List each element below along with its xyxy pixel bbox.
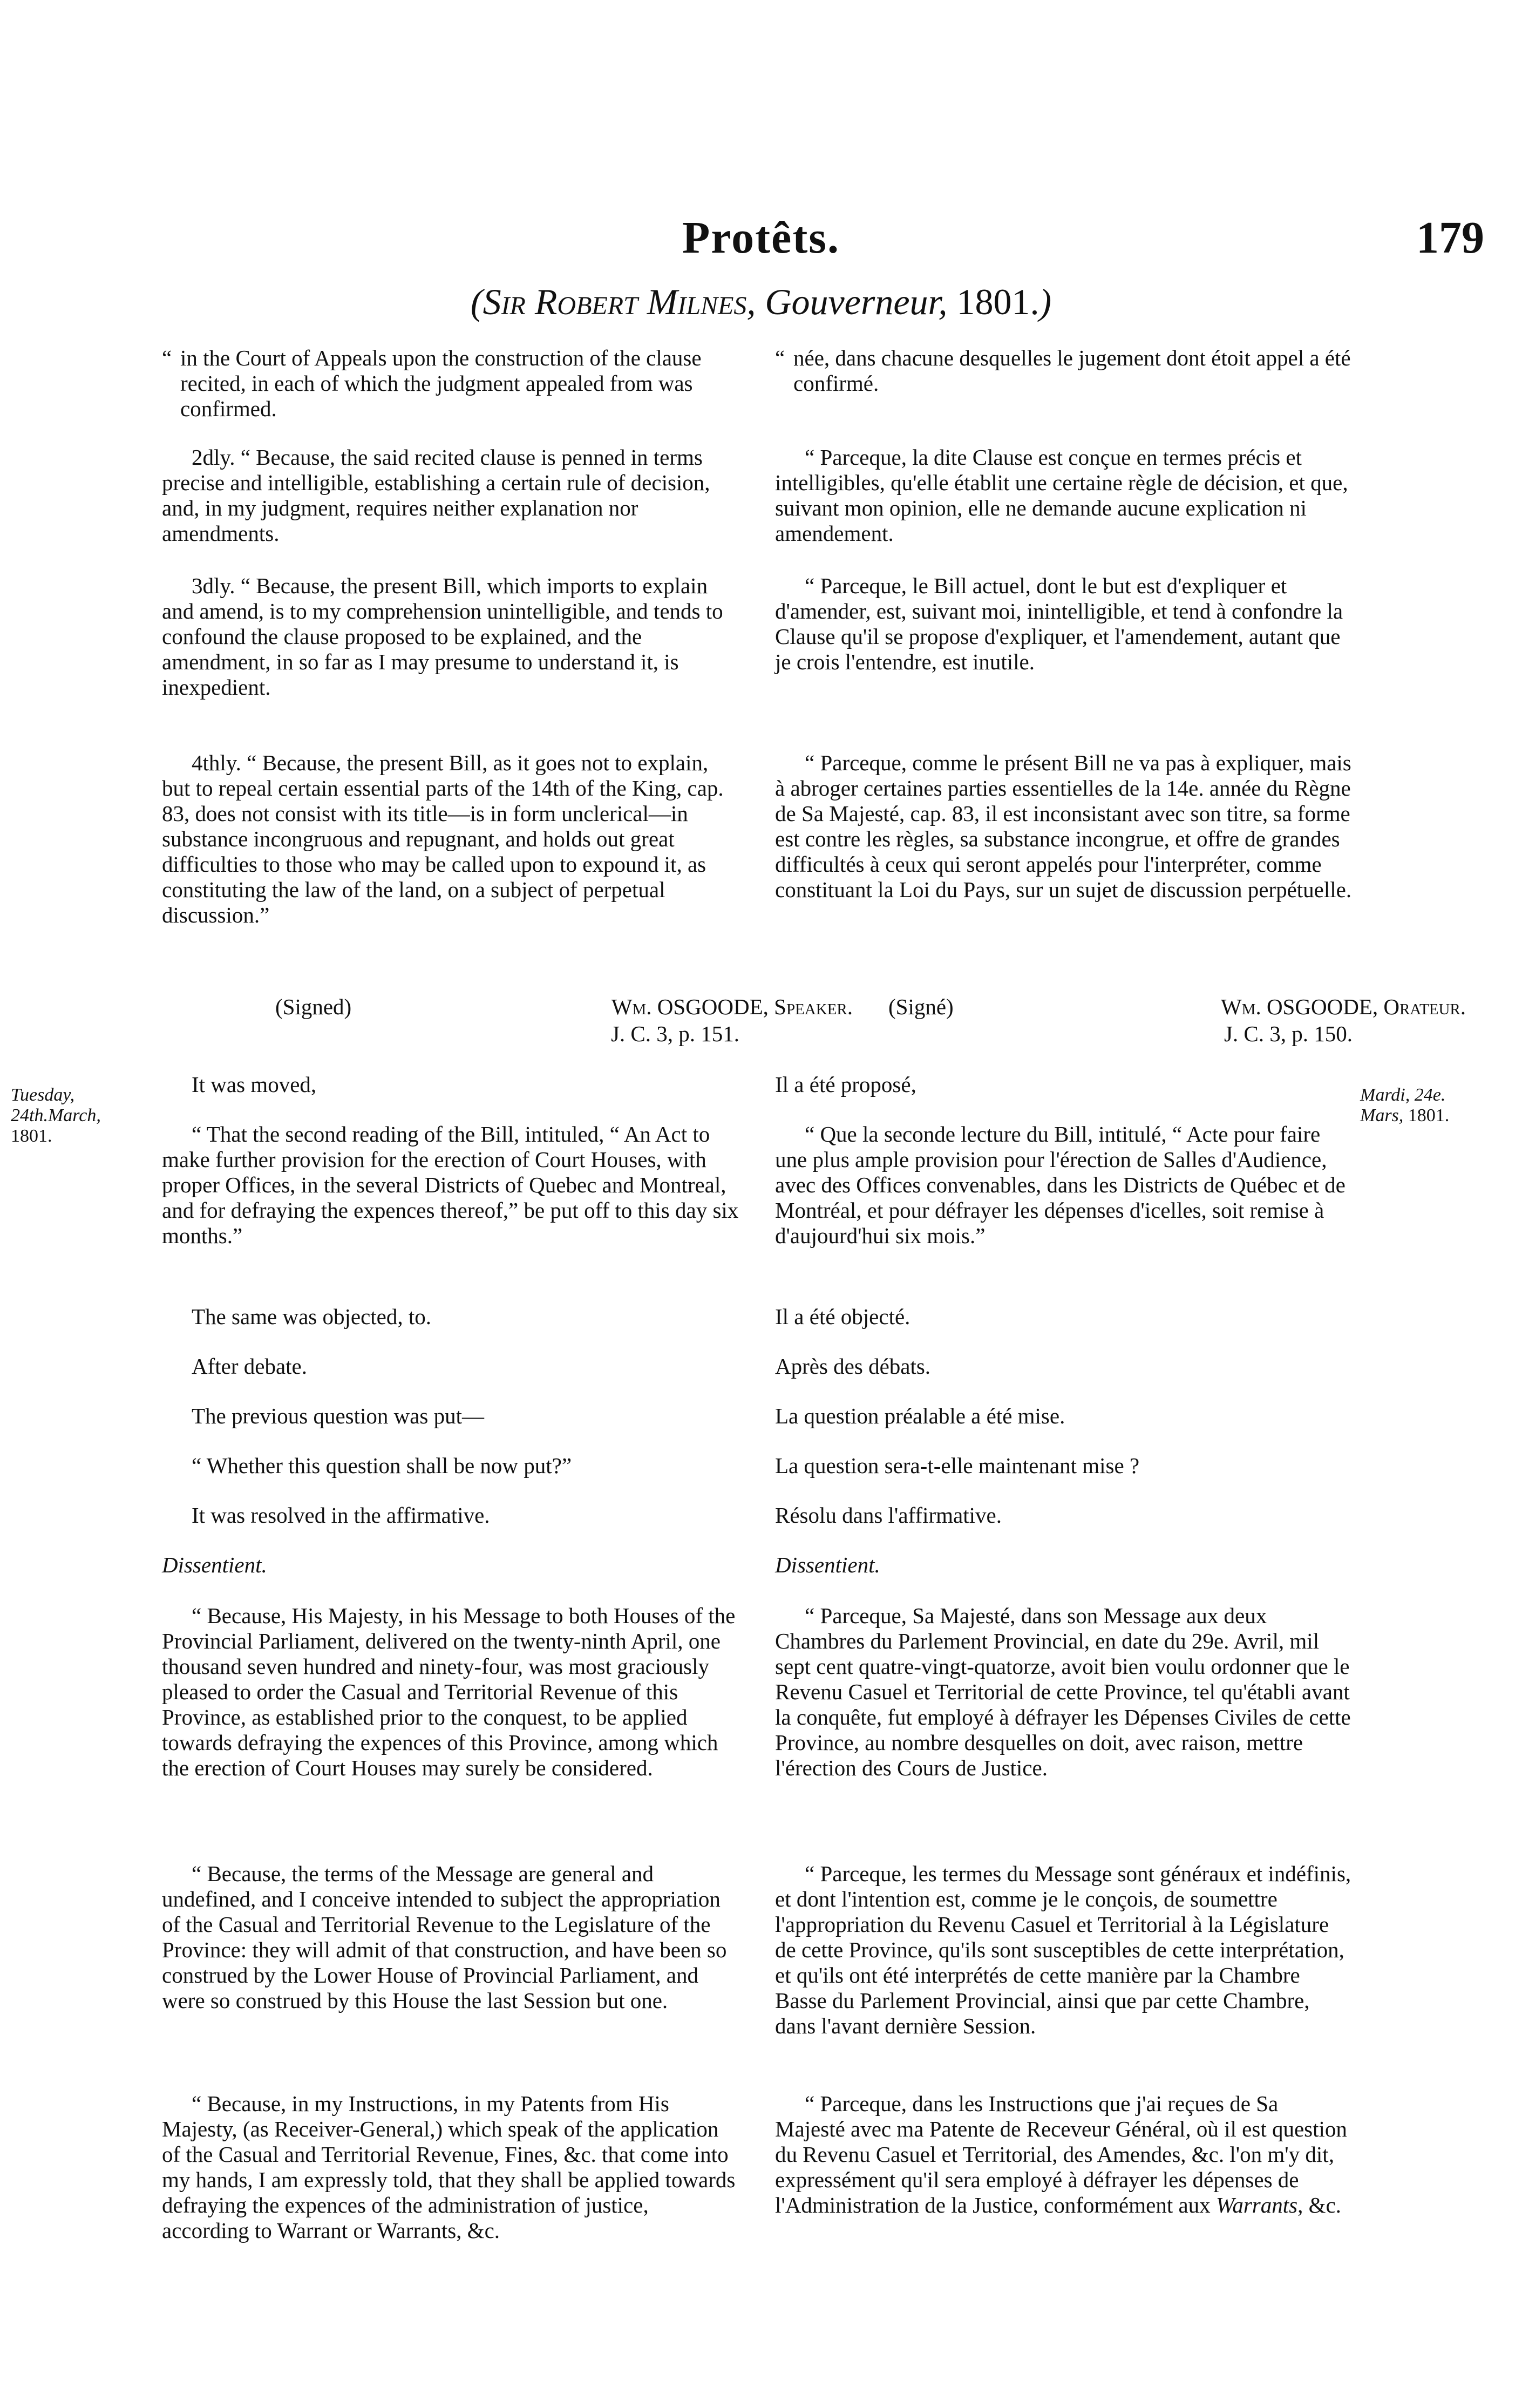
french-reason-2: “ Parceque, la dite Clause est conçue en termes précis et intelligibles, qu'elle établit une certaine règle de décision, et que, suivant mon opinion, elle ne demande aucune explication ni amendement. (775, 445, 1348, 546)
english-reason-2: 2dly. “ Because, the said recited clause is penned in terms precise and intelligible, establishing a certain rule of decision, and, in my judgment, requires neither explanation nor amendments. (162, 445, 710, 546)
english-journal-reference: J. C. 3, p. 151. (610, 1021, 739, 1046)
french-reason-3: “ Parceque, le Bill actuel, dont le but est d'expliquer et d'amender, est, suivant moi, inintelligible, et tend à confondre la Clause qu'il se propose d'expliquer, et l'amendement, autant que je crois l'entendre, est inutile. (775, 573, 1343, 674)
english-dissent-1: “ Because, His Majesty, in his Message to both Houses of the Provincial Parliament, delivered on the twenty-ninth April, one thousand seven hundred and ninety-four, was most graciously pleased to order the Casual and Territorial Revenue of this Province, as established prior to the conquest, to be applied towards defraying the expences of this Province, among which the erection of Court Houses may surely be considered. (162, 1603, 736, 1780)
governor-year: 1801. (947, 281, 1039, 322)
french-dissent-3 (775, 2091, 1353, 2218)
english-dissent-3: “ Because, in my Instructions, in my Patents from His Majesty, (as Receiver-General,) which speak of the application of the Casual and Territorial Revenue, Fines, &c. that come into my hands, I am expressly told, that they shall be applied towards defraying the expences of the administration of justice, according to Warrant or Warrants, &c. (162, 2091, 736, 2243)
french-paragraph-continuation: “ née, dans chacune desquelles le jugement dont étoit appel a été confirmé. (775, 345, 1351, 396)
governor-open-paren: ( (470, 281, 483, 322)
english-motion: “ That the second reading of the Bill, intituled, “ An Act to make further provision for the erection of Court Houses, with proper Offices, in the several Districts of Quebec and Montreal, and for defraying the expences thereof,” be put off to this day six months.” (162, 1122, 739, 1248)
french-dissent-3-text: “ Parceque, dans les Instructions que j'ai reçues de Sa Majesté avec ma Patente de Receveur Général, où il est question du Revenu Casuel et Territorial, des Amendes, &c. l'on m'y dit, expressément qu'il sera employé à défrayer les dépenses de l'Administration de la Justice, conformément aux (775, 2091, 1347, 2217)
english-reason-3: 3dly. “ Because, the present Bill, which imports to explain and amend, is to my comprehension unintelligible, and tends to confound the clause proposed to be explained, and the amendment, in so far as I may presume to understand it, is inexpedient. (162, 573, 723, 700)
english-signature (162, 994, 874, 1020)
margin-note-right-month: Mars, (1360, 1105, 1404, 1125)
governor-close-paren: ) (1039, 281, 1052, 322)
english-dissentient: Dissentient. (162, 1552, 267, 1577)
french-moved: Il a été proposé, (775, 1072, 916, 1097)
margin-note-left-year: 1801. (11, 1126, 52, 1146)
english-signed-name: Wm. OSGOODE, Speaker. (611, 994, 853, 1019)
french-resolved: Résolu dans l'affirmative. (775, 1503, 1002, 1528)
page-number: 179 (1416, 213, 1484, 263)
french-dissent-1: “ Parceque, Sa Majesté, dans son Message aux deux Chambres du Parlement Provincial, en date du 29e. Avril, mil sept cent quatre-vingt-quatorze, avoit bien voulu ordonner que le Revenu Casuel et Territorial de cette Province, tel qu'établi avant la conquête, fut employé à défrayer les Dépenses Civiles de cette Province, au nombre desquelles on doit, avec raison, mettre l'érection des Cours de Justice. (775, 1603, 1351, 1780)
english-whether: “ Whether this question shall be now put?” (192, 1453, 572, 1478)
french-signature (775, 994, 1487, 1020)
margin-note-right (1360, 1085, 1506, 1126)
french-signed-label: (Signé) (888, 994, 954, 1019)
french-previous-question: La question préalable a été mise. (775, 1403, 1065, 1428)
french-signed-name: Wm. OSGOODE, Orateur. (1220, 994, 1466, 1019)
margin-note-right-year: 1801. (1408, 1105, 1450, 1125)
english-signed-label: (Signed) (275, 994, 352, 1019)
french-paragraph-continuation-text: née, dans chacune desquelles le jugement dont étoit appel a été confirmé. (793, 345, 1351, 396)
french-objected: Il a été objecté. (775, 1304, 911, 1329)
margin-note-right-day: Mardi, 24e. (1360, 1085, 1446, 1105)
french-dissent-3-warrants: Warrants (1215, 2193, 1298, 2217)
margin-note-right-date (1360, 1105, 1506, 1126)
page-title: Protêts. (682, 213, 840, 263)
margin-note-left-date: 24th.March, (11, 1105, 101, 1125)
english-after-debate: After debate. (192, 1354, 307, 1379)
english-moved: It was moved, (192, 1072, 317, 1097)
governor-role: , Gouverneur, (746, 281, 948, 322)
english-paragraph-continuation: “ in the Court of Appeals upon the construction of the clause recited, in each of which the judgment appealed from was confirmed. (162, 345, 702, 421)
french-journal-reference: J. C. 3, p. 150. (1224, 1021, 1353, 1046)
french-dissentient: Dissentient. (775, 1552, 880, 1577)
english-resolved: It was resolved in the affirmative. (192, 1503, 490, 1528)
french-motion: “ Que la seconde lecture du Bill, intitulé, “ Acte pour faire une plus ample provision pour l'érection de Salles d'Audience, avec des Offices convenables, dans les Districts de Québec et de Montréal, et pour défrayer les dépenses d'icelles, soit remise à d'aujourd'hui six mois.” (775, 1122, 1346, 1248)
english-reason-4: 4thly. “ Because, the present Bill, as it goes not to explain, but to repeal certain essential parts of the 14th of the King, cap. 83, does not consist with its title—is in form unclerical—in substance incongruous and repugnant, and holds out great difficulties to those who may be called upon to expound it, as constituting the law of the land, on a subject of perpetual discussion.” (162, 750, 724, 927)
english-objected: The same was objected, to. (192, 1304, 432, 1329)
english-previous-question: The previous question was put— (192, 1403, 485, 1428)
french-dissent-2: “ Parceque, les termes du Message sont généraux et indéfinis, et dont l'intention est, comme je le conçois, de soumettre l'appropriation du Revenu Casuel et Territorial à la Législature de cette Province, qu'ils sont susceptibles de cette interprétation, et qu'ils ont été interprétés de cette manière par la Chambre Basse du Parlement Provincial, ainsi que par cette Chambre, dans l'avant dernière Session. (775, 1861, 1351, 2038)
french-dissent-3-end: , &c. (1297, 2193, 1341, 2217)
french-after-debate: Après des débats. (775, 1354, 931, 1379)
governor-name: Sir Robert Milnes (483, 281, 747, 322)
english-paragraph-continuation-text: in the Court of Appeals upon the construction of the clause recited, in each of which the judgment appealed from was confirmed. (180, 345, 702, 421)
english-dissent-2: “ Because, the terms of the Message are general and undefined, and I conceive intended to subject the appropriation of the Casual and Territorial Revenue to the Legislature of the Province: they will admit of that construction, and have been so construed by the Lower House of Provincial Parliament, and were so construed by this House the last Session but one. (162, 1861, 727, 2013)
french-reason-4: “ Parceque, comme le présent Bill ne va pas à expliquer, mais à abroger certaines parties essentielles de la 14e. année du Règne de Sa Majesté, cap. 83, il est inconsistant avec son titre, sa forme est contre les règles, sa substance incongrue, et offre de grandes difficultés à ceux qui seront appelés pour l'interpréter, comme constituant la Loi du Pays, sur un sujet de discussion perpétuelle. (775, 750, 1352, 902)
margin-note-left (11, 1085, 135, 1147)
margin-note-left-day: Tuesday, (11, 1085, 75, 1105)
french-whether: La question sera-t-elle maintenant mise ? (775, 1453, 1140, 1478)
governor-subtitle (0, 281, 1522, 323)
